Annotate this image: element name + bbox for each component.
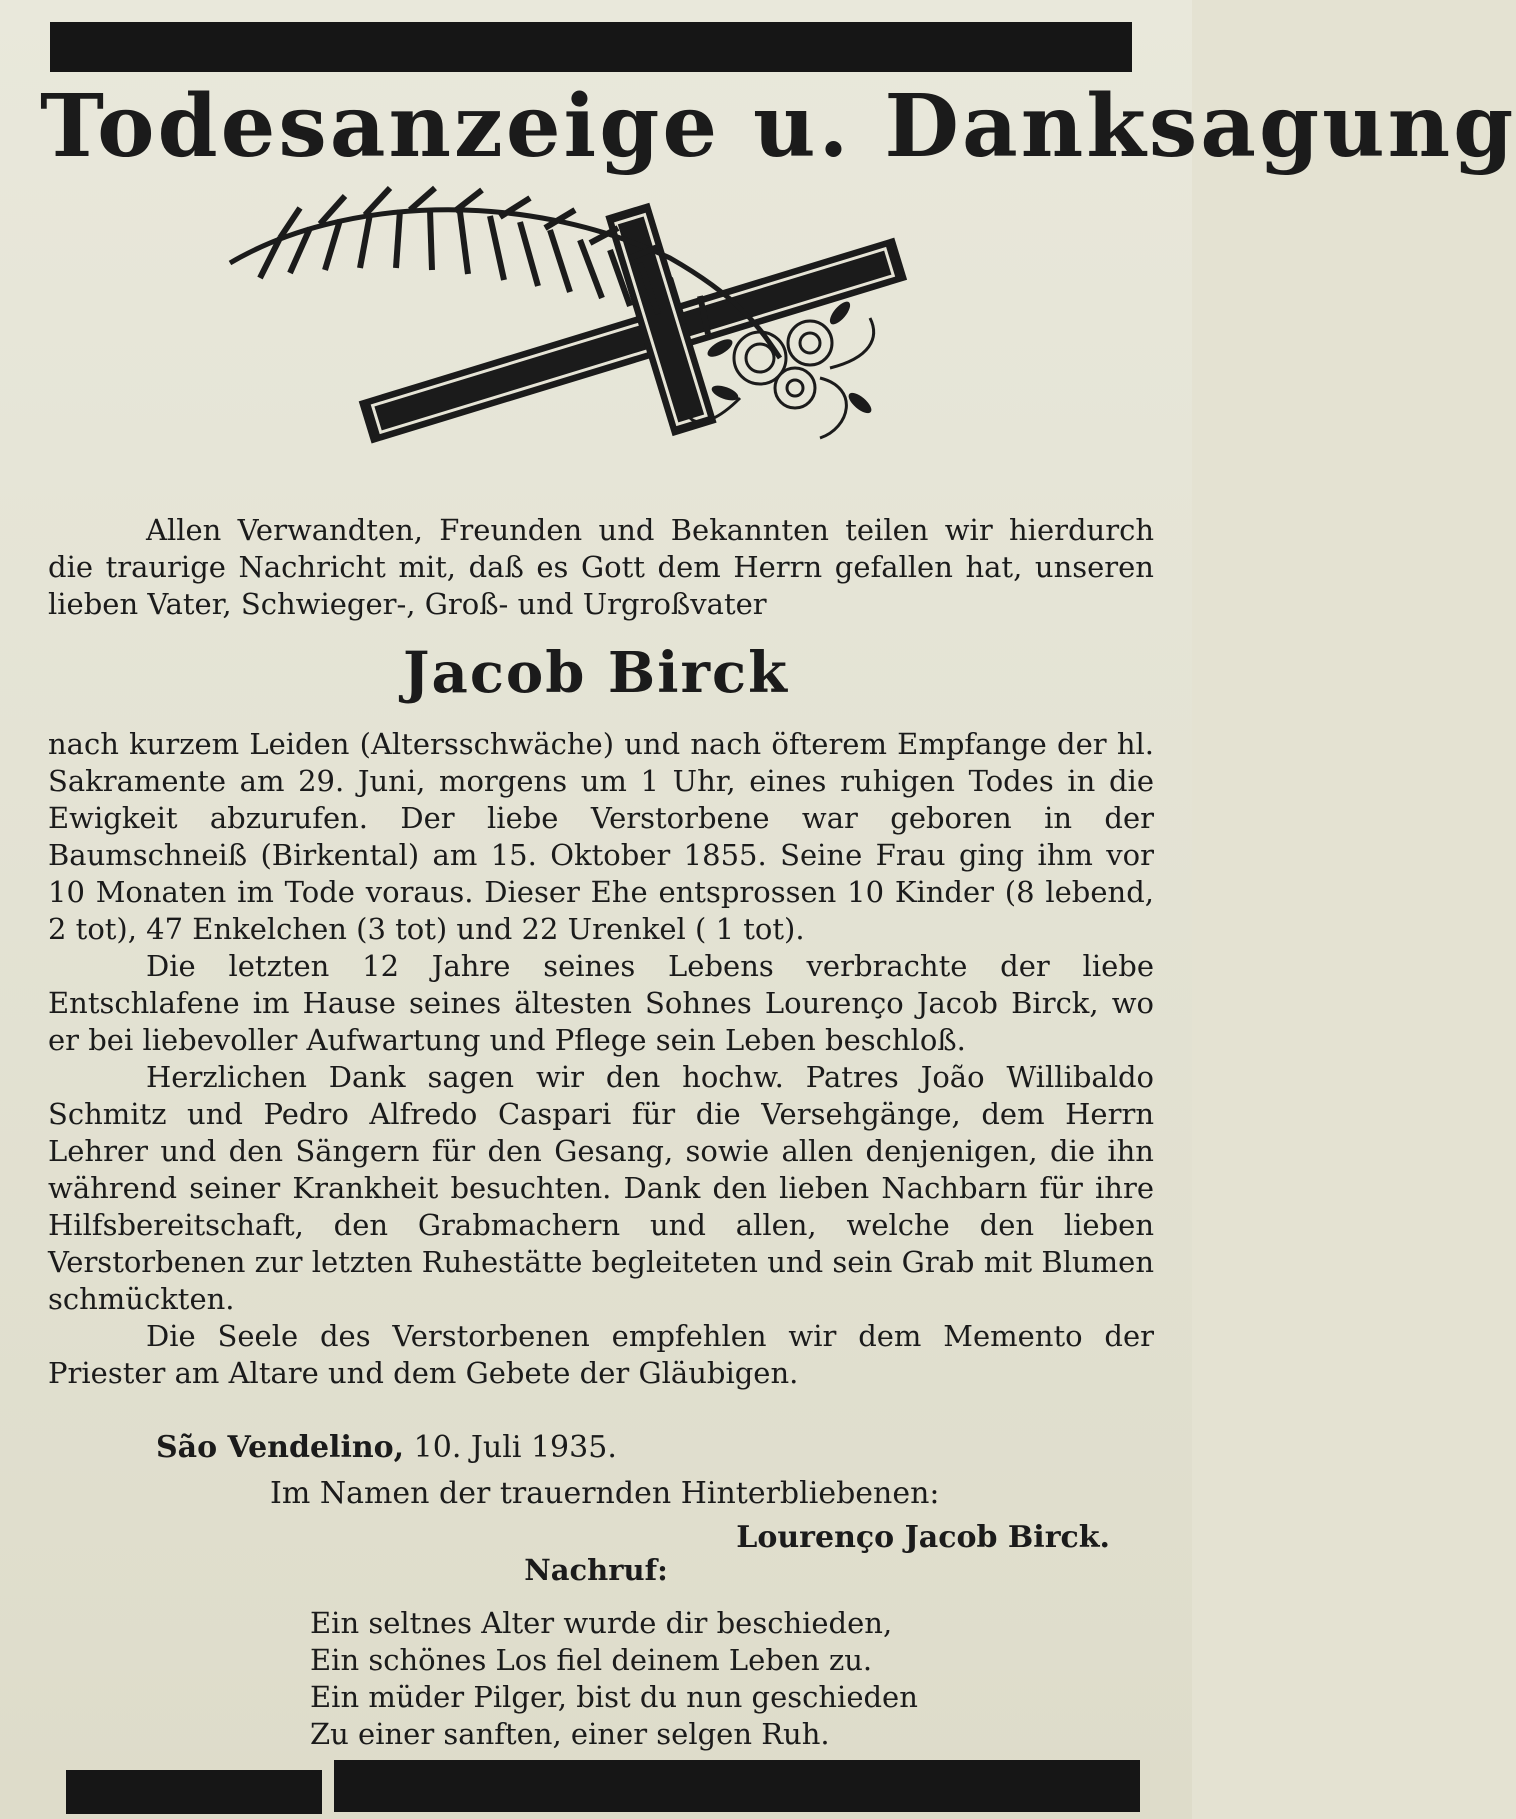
paragraph-2: Die letzten 12 Jahre seines Lebens verbrachte der liebe Entschlafene im Hause seines ältesten Sohnes Lourenço Jacob Birck, wo er bei liebevoller Aufwartung und Pflege sein Leben beschloß. (48, 949, 1154, 1057)
place-date-line (156, 1430, 617, 1465)
bottom-black-rule-right (334, 1760, 1140, 1812)
poem-line: Ein müder Pilger, bist du nun geschieden (310, 1680, 918, 1714)
top-black-rule (50, 22, 1132, 72)
bottom-black-rule-left (66, 1770, 322, 1814)
cross-with-palm-and-flowers-icon (220, 188, 1000, 488)
paragraph-3: Herzlichen Dank sagen wir den hochw. Patres João Willibaldo Schmitz und Pedro Alfredo Caspari für die Versehgänge, dem Herrn Lehrer und den Sängern für den Gesang, sowie allen denjenigen, die ihn während seiner Krankheit besuchten. Dank den lieben Nachbarn für ihre Hilfsbereitschaft, den Grabmachern und allen, welche den lieben Verstorbenen zur letzten Ruhestätte begleiteten und sein Grab mit Blumen schmückten. (48, 1060, 1154, 1316)
poem-line: Zu einer sanften, einer selgen Ruh. (310, 1717, 830, 1751)
place: São Vendelino, (156, 1430, 405, 1465)
sign-line: Im Namen der trauernden Hinterbliebenen: (270, 1476, 940, 1511)
notice-body (48, 726, 1154, 1392)
paragraph-1: nach kurzem Leiden (Altersschwäche) und nach öfterem Empfange der hl. Sakramente am 29. Juni, morgens um 1 Uhr, eines ruhigen Todes in die Ewigkeit abzurufen. Der liebe Verstorbene war geboren in der Baumschneiß (Birkental) am 15. Oktober 1855. Seine Frau ging ihm vor 10 Monaten im Tode voraus. Dieser Ehe entsprossen 10 Kinder (8 lebend, 2 tot), 47 Enkelchen (3 tot) und 22 Urenkel ( 1 tot). (48, 727, 1154, 946)
nachruf-title: Nachruf: (524, 1553, 668, 1587)
poem-line: Ein schönes Los fiel deinem Leben zu. (310, 1643, 873, 1677)
paragraph-4: Die Seele des Verstorbenen empfehlen wir dem Memento der Priester am Altare und dem Gebete der Gläubigen. (48, 1319, 1154, 1390)
signer-name: Lourenço Jacob Birck. (736, 1520, 1110, 1555)
date: 10. Juli 1935. (404, 1430, 617, 1465)
intro-paragraph: Allen Verwandten, Freunden und Bekannten teilen wir hierdurch die traurige Nachricht mit, daß es Gott dem Herrn gefallen hat, unseren lieben Vater, Schwieger-, Groß- und Urgroßvater (48, 513, 1154, 621)
poem-line: Ein seltnes Alter wurde dir beschieden, (310, 1606, 893, 1640)
deceased-name: Jacob Birck (403, 640, 789, 706)
headline: Todesanzeige u. Danksagung (40, 76, 1516, 177)
poem (310, 1605, 918, 1753)
